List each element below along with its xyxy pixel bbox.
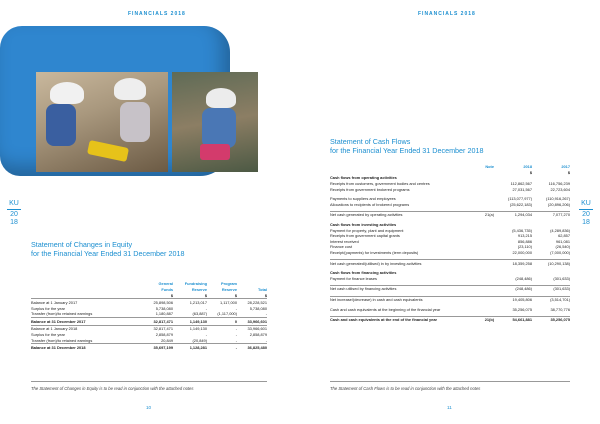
value-2017: (4,289,836) xyxy=(550,227,570,233)
cell: 28,228,521 xyxy=(237,299,267,305)
cell: 32,817,471 xyxy=(139,325,173,331)
cell: 5,738,080 xyxy=(249,305,267,311)
side-tab-year1: 20 xyxy=(582,211,590,218)
cell: 33,966,601 xyxy=(237,325,267,331)
col-general-funds-2: Funds xyxy=(161,287,173,293)
cell: 1,128,281 xyxy=(173,344,207,352)
value-2018: 54,661,881 xyxy=(494,316,532,322)
equity-title xyxy=(31,240,184,258)
divider xyxy=(31,381,267,382)
col-program-1: Program xyxy=(221,281,237,287)
row-label: Cash flows from financing activities xyxy=(330,270,397,276)
cell: - xyxy=(205,331,207,337)
value-2017: (301,633) xyxy=(553,275,570,281)
row-label: Net cash generated by operating activities xyxy=(330,212,470,218)
row-label: Receipts from customers, government bodies and centres xyxy=(330,181,430,187)
value-2017: 62,857 xyxy=(558,233,570,239)
cashflow-title-line2: for the Financial Year Ended 31 December 2018 xyxy=(330,146,484,155)
cell: 5,738,080 xyxy=(155,305,173,311)
cell: 20,849 xyxy=(161,337,173,343)
cell: - xyxy=(207,325,237,331)
cell: (1,117,000) xyxy=(217,311,237,317)
cashflow-table xyxy=(330,164,570,322)
cell: - xyxy=(235,331,237,337)
value-2018: (25,622,183) xyxy=(509,201,532,207)
value-2017: (7,000,000) xyxy=(550,250,570,256)
cell: 36,825,480 xyxy=(237,344,267,352)
row-label: Net increase/(decrease) in cash and cash equivalents xyxy=(330,296,470,302)
value-2017: (3,514,701) xyxy=(532,296,570,302)
value-2018: (23,110) xyxy=(517,244,532,250)
value-2017: 7,077,270 xyxy=(532,212,570,218)
row-label: Net cash generated/(utilised) in by investing activities xyxy=(330,260,470,266)
child-watering-photo xyxy=(172,72,258,172)
row-label: Payments to suppliers and employees xyxy=(330,196,396,202)
col-fundraising-2: Reserve xyxy=(191,287,207,293)
cell: 0 xyxy=(207,317,237,325)
value-2017: (10,290,138) xyxy=(532,260,570,266)
col-fundraising-1: Fundraising xyxy=(184,281,207,287)
cell: 1,149,130 xyxy=(173,325,207,331)
cashflow-title xyxy=(330,137,483,155)
equity-footnote: The Statement of Changes in Equity is to be read in conjunction with the attached notes xyxy=(31,386,194,391)
value-2018: 856,886 xyxy=(517,238,532,244)
cell: 1,180,887 xyxy=(155,311,173,317)
row-label: Receipts from government brokered programs xyxy=(330,186,410,192)
value-2017: (301,633) xyxy=(532,286,570,292)
cell: 35,697,199 xyxy=(139,344,173,352)
row-label: Surplus for the year xyxy=(31,331,65,337)
cell: 1,149,130 xyxy=(173,317,207,325)
cell: - xyxy=(265,311,267,317)
cell: 1,213,017 xyxy=(173,299,207,305)
row-label: Transfer (from)/to retained earnings xyxy=(31,337,93,343)
value-2018: 22,000,000 xyxy=(512,250,532,256)
col-total-2: Total xyxy=(257,287,267,293)
cell: 1,117,000 xyxy=(207,299,237,305)
currency-label: $ xyxy=(204,292,207,298)
row-label: Interest received xyxy=(330,238,359,244)
value-2018: (248,486) xyxy=(494,286,532,292)
value-2017: 38,770,776 xyxy=(550,306,570,312)
equity-table xyxy=(31,281,267,352)
row-label: Payment for property, plant and equipment xyxy=(330,227,404,233)
value-2017: (110,916,267) xyxy=(546,196,570,202)
cell: (20,849) xyxy=(192,337,207,343)
value-2017: 961,081 xyxy=(555,238,570,244)
row-label: Balance at 1 January 2018 xyxy=(31,325,139,331)
row-label: Balance at 31 December 2018 xyxy=(31,344,139,352)
currency-label: $ xyxy=(567,169,570,175)
equity-title-line1: Statement of Changes in Equity xyxy=(31,240,133,249)
side-tab-ku: KU xyxy=(581,200,591,207)
row-label: Net cash utilised by financing activities xyxy=(330,286,470,292)
side-tab-year1: 20 xyxy=(10,211,18,218)
row-label: Cash flows from operating activities xyxy=(330,175,397,181)
col-2017: 2017 xyxy=(561,164,570,170)
cell: 2,858,879 xyxy=(155,331,173,337)
divider xyxy=(330,381,570,382)
row-label: Payment for finance leases xyxy=(330,275,377,281)
currency-label: $ xyxy=(234,292,237,298)
value-2018: (248,486) xyxy=(515,275,532,281)
note-ref: 21(a) xyxy=(470,212,494,218)
side-tab-year2: 18 xyxy=(582,219,590,226)
side-tab-right xyxy=(579,200,593,227)
value-2018: 112,862,567 xyxy=(510,181,532,187)
page-header-right: FINANCIALS 2018 xyxy=(418,11,476,17)
side-tab-left xyxy=(7,200,21,227)
value-2017: 22,723,604 xyxy=(550,186,570,192)
cell: (63,887) xyxy=(192,311,207,317)
cashflow-title-line1: Statement of Cash Flows xyxy=(330,137,411,146)
value-2017: 116,756,239 xyxy=(548,181,570,187)
page-header-left: FINANCIALS 2018 xyxy=(128,11,186,17)
row-label: Cash and cash equivalents at the end of the financial year xyxy=(330,316,470,322)
col-general-funds-1: General xyxy=(158,281,173,287)
cell: - xyxy=(207,344,237,352)
currency-label: $ xyxy=(170,292,173,298)
row-label: Surplus for the year xyxy=(31,305,65,311)
table-row xyxy=(31,344,267,352)
row-label: Allocations to recipients of brokered programs xyxy=(330,201,410,207)
value-2017: (20,896,206) xyxy=(547,201,570,207)
row-label: Balance at 31 December 2017 xyxy=(31,317,139,325)
col-program-2: Reserve xyxy=(221,287,237,293)
cell: 33,966,601 xyxy=(237,317,267,325)
side-tab-year2: 18 xyxy=(10,219,18,226)
currency-label: $ xyxy=(529,169,532,175)
cell: - xyxy=(235,305,237,311)
row-label: Balance at 1 January 2017 xyxy=(31,299,139,305)
side-tab-ku: KU xyxy=(9,200,19,207)
children-playing-photo xyxy=(36,72,168,172)
page-number-right: 11 xyxy=(447,405,452,410)
value-2018: (113,077,977) xyxy=(508,196,532,202)
row-label: Cash flows from investing activities xyxy=(330,222,397,228)
value-2018: 1,294,034 xyxy=(494,212,532,218)
cell: 32,817,471 xyxy=(139,317,173,325)
value-2017: (26,540) xyxy=(555,244,570,250)
value-2017: 35,256,075 xyxy=(532,316,570,322)
table-row xyxy=(31,317,267,325)
value-2018: (5,436,735) xyxy=(512,227,532,233)
row-label: Cash and cash equivalents at the beginning of the financial year xyxy=(330,306,441,312)
note-ref: 21(b) xyxy=(470,316,494,322)
col-2018: 2018 xyxy=(523,164,532,170)
currency-label: $ xyxy=(264,292,267,298)
cell: 25,898,506 xyxy=(139,299,173,305)
cell: - xyxy=(265,337,267,343)
value-2018: 27,031,567 xyxy=(512,186,532,192)
cell: - xyxy=(205,305,207,311)
page-number-left: 10 xyxy=(146,405,152,410)
cell: - xyxy=(235,337,237,343)
row-label: Finance cost xyxy=(330,244,353,250)
value-2018: 35,256,075 xyxy=(512,306,532,312)
row-label: Receipts from government capital grants xyxy=(330,233,400,239)
cashflow-footnote: The Statement of Cash Flows is to be read in conjunction with the attached notes xyxy=(330,386,481,391)
cell: 2,858,879 xyxy=(249,331,267,337)
value-2018: 18,359,258 xyxy=(494,260,532,266)
col-note: Note xyxy=(485,164,494,170)
table-row xyxy=(330,316,570,322)
row-label: Transfer (from)/to retained earnings xyxy=(31,311,93,317)
value-2018: 913,215 xyxy=(517,233,532,239)
equity-title-line2: for the Financial Year Ended 31 December 2018 xyxy=(31,249,185,258)
value-2018: 19,405,806 xyxy=(494,296,532,302)
row-label: Receipt/(payments) for investments (term deposits) xyxy=(330,250,419,256)
